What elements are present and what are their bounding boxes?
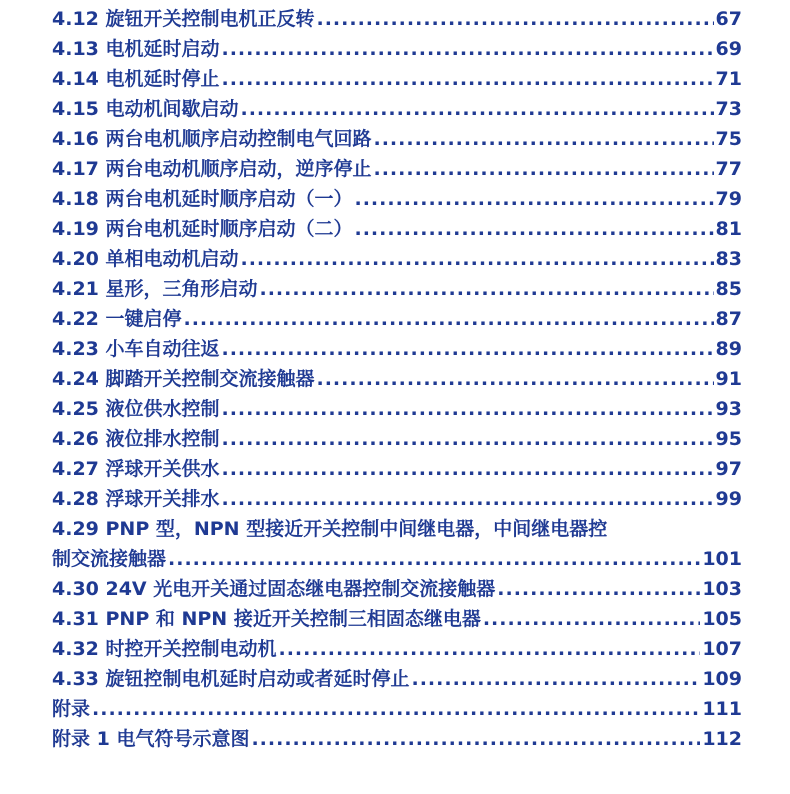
toc-entry-page: 89 [715,338,742,360]
table-of-contents [52,4,742,754]
toc-entry-page: 107 [702,638,742,660]
toc-leader-dots [317,364,714,394]
toc-entry-page: 105 [702,608,742,630]
toc-entry-page: 87 [715,308,742,330]
toc-leader-dots [412,664,701,694]
toc-entry-page: 97 [715,458,742,480]
toc-entry-page: 83 [715,248,742,270]
toc-entry-title: 4.30 24V 光电开关通过固态继电器控制交流接触器 [52,578,496,600]
toc-leader-dots [355,214,714,244]
toc-leader-dots [92,694,700,724]
toc-entry [52,214,742,244]
toc-entry-page: 95 [715,428,742,450]
toc-leader-dots [222,334,714,364]
toc-entry-title: 4.15 电动机间歇启动 [52,98,239,120]
toc-entry-page: 101 [702,548,742,570]
toc-entry-title: 4.31 PNP 和 NPN 接近开关控制三相固态继电器 [52,608,481,630]
toc-leader-dots [241,94,714,124]
toc-leader-dots [260,274,714,304]
toc-entry-title: 4.32 时控开关控制电动机 [52,638,277,660]
toc-leader-dots [374,154,714,184]
toc-entry [52,274,742,304]
toc-leader-dots [241,244,714,274]
toc-entry [52,94,742,124]
toc-entry-title: 4.25 液位供水控制 [52,398,220,420]
toc-entry-title: 制交流接触器 [52,548,167,570]
toc-entry [52,634,742,664]
toc-entry-title: 附录 [52,698,91,720]
toc-entry [52,304,742,334]
toc-entry-title: 4.26 液位排水控制 [52,428,220,450]
toc-entry-title: 4.20 单相电动机启动 [52,248,239,270]
toc-entry-title: 4.33 旋钮控制电机延时启动或者延时停止 [52,668,410,690]
toc-entry-page: 85 [715,278,742,300]
toc-entry-page: 103 [702,578,742,600]
toc-leader-dots [222,394,714,424]
toc-entry-title: 4.18 两台电机延时顺序启动（一） [52,188,353,210]
toc-entry-page: 111 [702,698,742,720]
toc-entry [52,184,742,214]
toc-leader-dots [497,574,700,604]
toc-entry-title: 4.27 浮球开关供水 [52,458,220,480]
toc-entry-page: 109 [702,668,742,690]
toc-entry-title: 4.13 电机延时启动 [52,38,220,60]
toc-entry-title: 4.24 脚踏开关控制交流接触器 [52,368,315,390]
toc-leader-dots [184,304,714,334]
toc-entry [52,34,742,64]
toc-entry-title: 附录 1 电气符号示意图 [52,728,250,750]
toc-leader-dots [483,604,701,634]
toc-entry [52,484,742,514]
toc-entry [52,604,742,634]
toc-entry-appendix-1 [52,724,742,754]
toc-entry-page: 71 [715,68,742,90]
toc-entry-title: 4.23 小车自动往返 [52,338,220,360]
toc-entry-page: 67 [715,8,742,30]
toc-entry [52,244,742,274]
toc-leader-dots [222,454,714,484]
toc-entry-title: 4.21 星形，三角形启动 [52,278,258,300]
toc-entry-title: 4.14 电机延时停止 [52,68,220,90]
toc-entry-page: 112 [702,728,742,750]
toc-leader-dots [374,124,714,154]
toc-entry-title: 4.22 一键启停 [52,308,182,330]
toc-leader-dots [279,634,701,664]
toc-entry-page: 75 [715,128,742,150]
toc-leader-dots [168,544,700,574]
toc-leader-dots [251,724,700,754]
toc-entry [52,664,742,694]
toc-entry-title: 4.12 旋钮开关控制电机正反转 [52,8,315,30]
toc-leader-dots [222,64,714,94]
toc-entry [52,394,742,424]
toc-entry-page: 77 [715,158,742,180]
toc-leader-dots [222,484,714,514]
toc-entry-wrapped-line2 [52,544,742,574]
toc-entry [52,334,742,364]
toc-entry-title: 4.16 两台电机顺序启动控制电气回路 [52,128,372,150]
toc-entry [52,364,742,394]
toc-entry [52,454,742,484]
toc-entry [52,64,742,94]
toc-entry [52,574,742,604]
toc-entry [52,4,742,34]
toc-entry [52,124,742,154]
toc-leader-dots [222,34,714,64]
toc-leader-dots [317,4,714,34]
toc-entry-page: 69 [715,38,742,60]
toc-entry-page: 93 [715,398,742,420]
toc-entry-wrapped-line1 [52,514,742,544]
toc-entry [52,154,742,184]
toc-entry [52,424,742,454]
toc-entry-page: 73 [715,98,742,120]
toc-leader-dots [355,184,714,214]
toc-entry-title: 4.28 浮球开关排水 [52,488,220,510]
toc-entry-page: 99 [715,488,742,510]
toc-leader-dots [222,424,714,454]
toc-entry-page: 79 [715,188,742,210]
toc-entry-appendix [52,694,742,724]
toc-entry-title: 4.19 两台电机延时顺序启动（二） [52,218,353,240]
toc-entry-page: 81 [715,218,742,240]
toc-entry-title: 4.29 PNP 型，NPN 型接近开关控制中间继电器，中间继电器控 [52,518,608,540]
toc-entry-page: 91 [715,368,742,390]
toc-entry-title: 4.17 两台电动机顺序启动，逆序停止 [52,158,372,180]
